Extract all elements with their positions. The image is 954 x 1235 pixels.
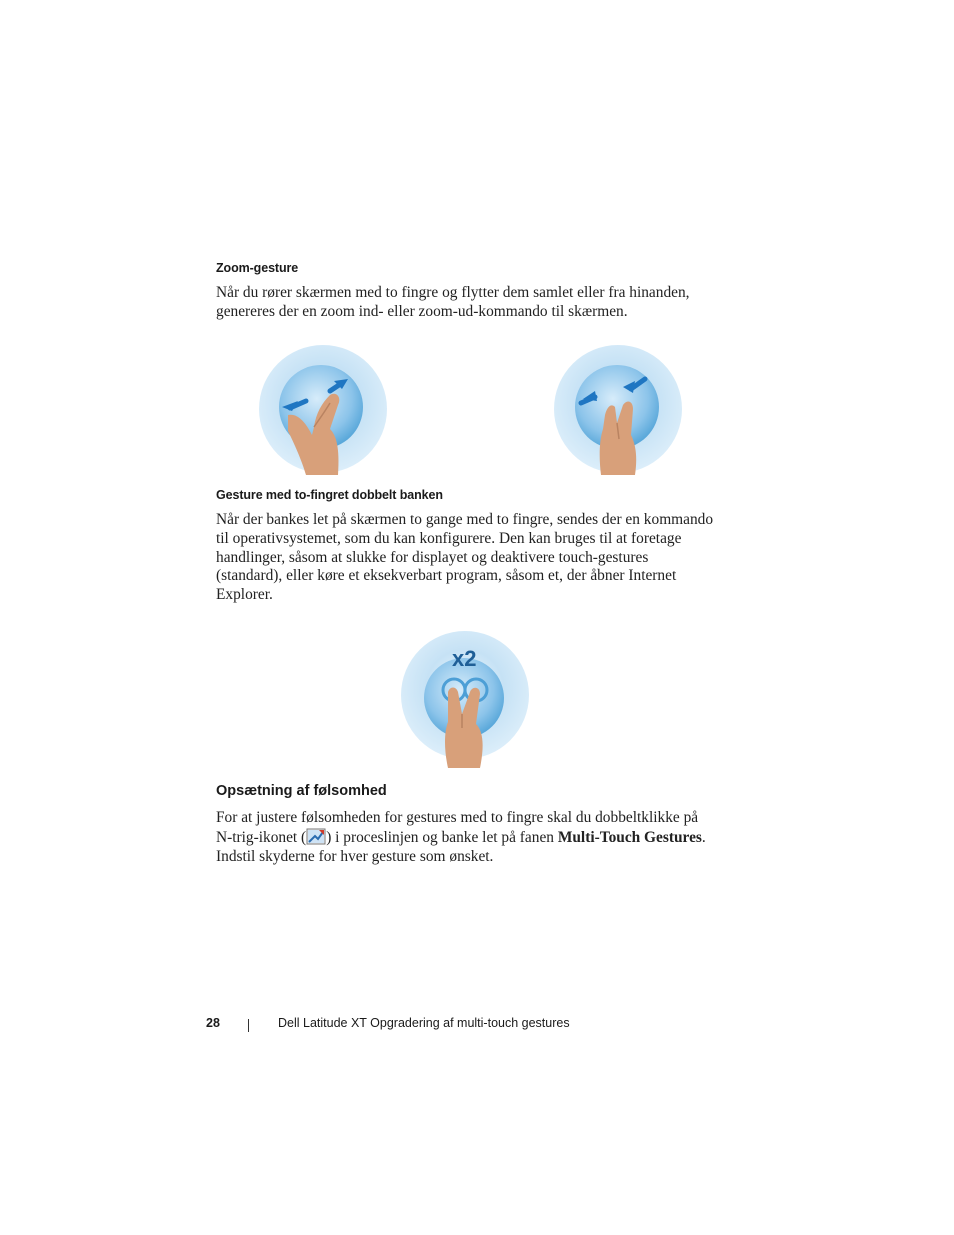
double-tap-heading: Gesture med to-fingret dobbelt banken	[216, 488, 443, 502]
tap-count-label: x2	[452, 646, 477, 671]
footer-separator	[248, 1019, 249, 1032]
footer-document-title: Dell Latitude XT Opgradering af multi-touch gestures	[278, 1016, 570, 1030]
multi-touch-tab-name: Multi-Touch Gestures	[557, 828, 702, 846]
sensitivity-text-1: For at justere følsomheden for gestures med to fingre skal du dobbeltklikke på N-trig-ikonet (	[216, 809, 699, 846]
page-number: 28	[206, 1016, 220, 1030]
sensitivity-text-3: . Indstil skyderne for hver gesture som ønsket.	[216, 828, 706, 865]
two-finger-double-tap-icon	[400, 628, 530, 768]
double-tap-paragraph: Når der bankes let på skærmen to gange med to fingre, sendes der en kommando til operativsystemet, som du kan konfigurere. Den kan bruges til at foretage handlinger, såsom at slukke for displayet og deaktivere touch-gestures (standard), eller køre et eksekverbart program, såsom et, der åbner Internet Explorer.	[216, 511, 714, 604]
sensitivity-text-2: ) i proceslinjen og banke let på fanen	[326, 828, 558, 846]
zoom-gesture-paragraph: Når du rører skærmen med to fingre og flytter dem samlet eller fra hinanden, genereres der en zoom ind- eller zoom-ud-kommando til skærmen.	[216, 284, 690, 320]
sensitivity-heading: Opsætning af følsomhed	[216, 783, 387, 799]
ntrig-icon	[306, 828, 326, 845]
zoom-pinch-gesture-icon	[553, 343, 683, 475]
zoom-gesture-heading: Zoom-gesture	[216, 261, 299, 275]
zoom-spread-gesture-icon	[258, 343, 388, 475]
sensitivity-paragraph	[216, 809, 716, 866]
